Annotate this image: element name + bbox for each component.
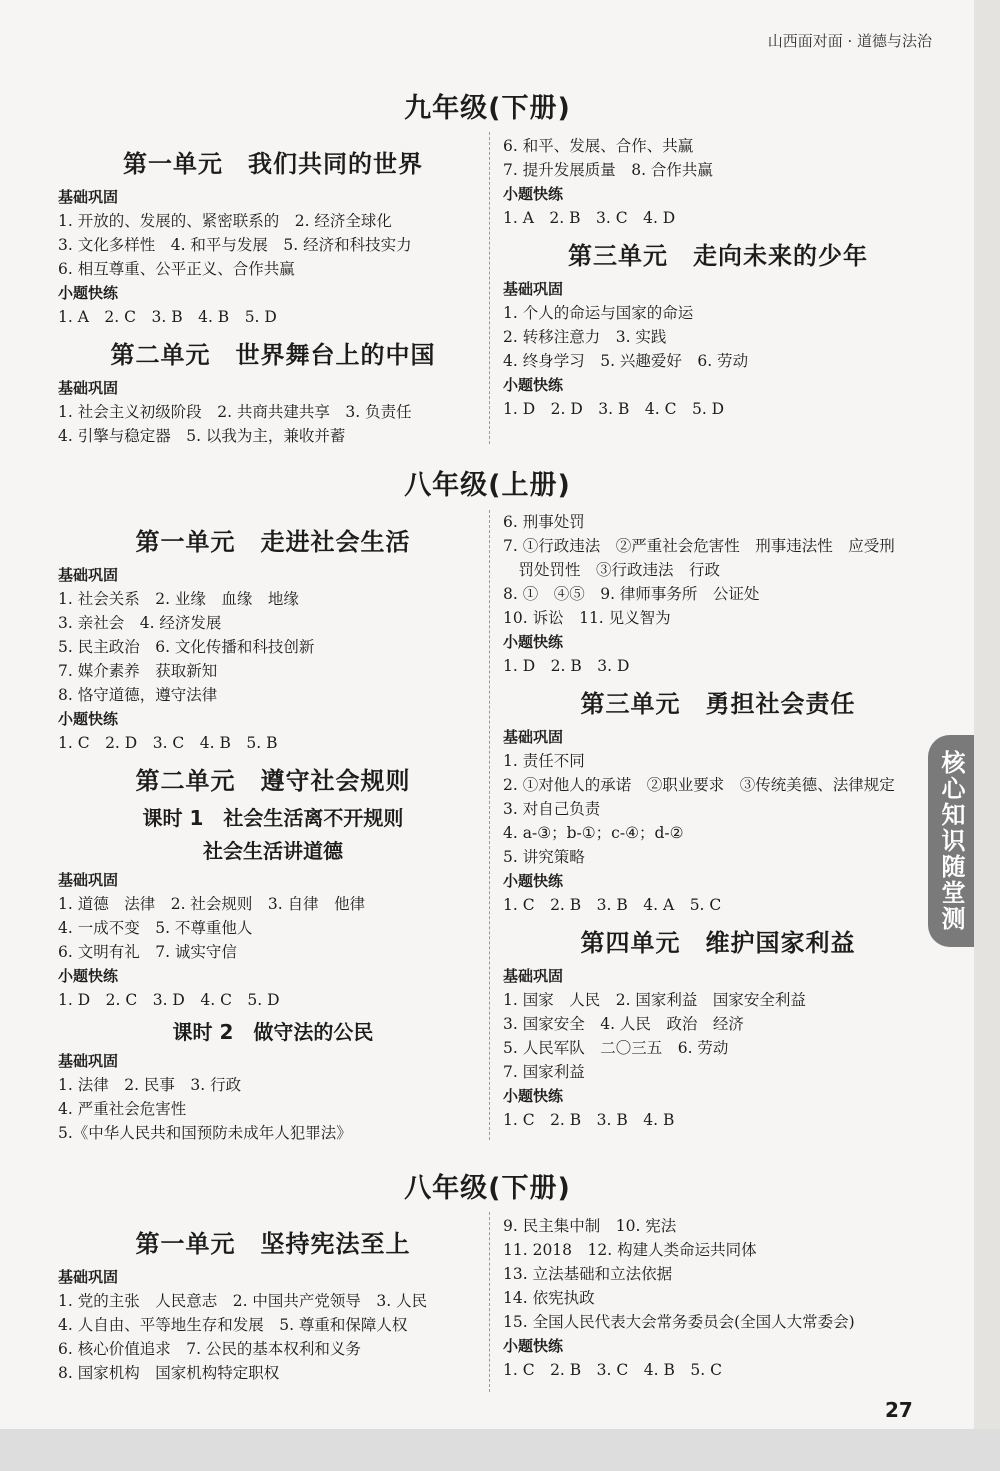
answer-line: 5. 人民军队 二〇三五 6. 劳动 [503,1039,729,1057]
unit-title: 第一单元 坚持宪法至上 [135,1230,411,1258]
answer-line: 1. 开放的、发展的、紧密联系的 2. 经济全球化 [58,212,392,230]
answer-line: 2. ①对他人的承诺 ②职业要求 ③传统美德、法律规定 [503,776,895,794]
answer-line: 8. 恪守道德，遵守法律 [58,686,218,704]
answer-line: 14. 依宪执政 [503,1289,595,1307]
answer-line: 4. 引擎与稳定器 5. 以我为主，兼收并蓄 [58,427,346,445]
section-label: 基础巩固 [58,1268,119,1286]
answer-line: 6. 和平、发展、合作、共赢 [503,137,694,155]
lesson-subtitle: 社会生活讲道德 [203,839,343,863]
unit-title: 第三单元 勇担社会责任 [580,690,856,718]
section-label: 小题快练 [503,1337,564,1355]
answer-line: 8. 国家机构 国家机构特定职权 [58,1364,280,1382]
answer-line: 1. D 2. D 3. B 4. C 5. D [503,400,725,418]
answer-line: 8. ① ④⑤ 9. 律师事务所 公证处 [503,585,760,603]
answer-line: 4. a-③；b-①；c-④；d-② [503,824,684,842]
answer-line: 11. 2018 12. 构建人类命运共同体 [503,1241,757,1259]
g8b-left-column [58,1218,488,1385]
answer-line: 5.《中华人民共和国预防未成年人犯罪法》 [58,1124,352,1142]
answer-line: 7. 媒介素养 获取新知 [58,662,218,680]
answer-line: 3. 对自己负责 [503,800,601,818]
lesson-title: 课时 1 社会生活离不开规则 [142,806,404,830]
answer-line: 1. 国家 人民 2. 国家利益 国家安全利益 [503,991,806,1009]
grade-title-8a: 八年级(上册) [404,470,571,501]
unit-title: 第四单元 维护国家利益 [580,929,856,957]
answer-line: 3. 亲社会 4. 经济发展 [58,614,222,632]
answer-line: 7. 提升发展质量 8. 合作共赢 [503,161,713,179]
section-label: 小题快练 [58,967,119,985]
answer-line: 1. C 2. D 3. C 4. B 5. B [58,734,278,752]
answer-line: 1. D 2. B 3. D [503,657,630,675]
running-header: 山西面对面 · 道德与法治 [767,32,932,50]
answer-line: 9. 民主集中制 10. 宪法 [503,1217,677,1235]
answer-line: 3. 国家安全 4. 人民 政治 经济 [503,1015,744,1033]
answer-line: 5. 民主政治 6. 文化传播和科技创新 [58,638,315,656]
answer-line: 1. 党的主张 人民意志 2. 中国共产党领导 3. 人民 [58,1292,428,1310]
answer-line: 1. A 2. C 3. B 4. B 5. D [58,308,277,326]
g8a-right-column [503,510,933,1132]
answer-line: 1. 社会关系 2. 业缘 血缘 地缘 [58,590,299,608]
column-divider [489,132,490,444]
answer-line: 7. 国家利益 [503,1063,585,1081]
answer-line: 1. 责任不同 [503,752,585,770]
answer-line: 6. 文明有礼 7. 诚实守信 [58,943,237,961]
bottom-band [0,1429,1000,1471]
answer-line: 1. 社会主义初级阶段 2. 共商共建共享 3. 负责任 [58,403,412,421]
section-label: 小题快练 [503,376,564,394]
answer-line: 4. 一成不变 5. 不尊重他人 [58,919,253,937]
unit-title: 第二单元 世界舞台上的中国 [110,341,436,369]
section-label: 小题快练 [503,185,564,203]
answer-line: 1. 个人的命运与国家的命运 [503,304,694,322]
answer-line: 罚处罚性 ③行政违法 行政 [503,561,721,579]
column-divider [489,510,490,1140]
answer-line: 1. 法律 2. 民事 3. 行政 [58,1076,242,1094]
answer-line: 5. 讲究策略 [503,848,585,866]
answer-line: 4. 终身学习 5. 兴趣爱好 6. 劳动 [503,352,749,370]
answer-line: 1. D 2. C 3. D 4. C 5. D [58,991,280,1009]
g9b-right-column [503,134,933,421]
answer-line: 1. 道德 法律 2. 社会规则 3. 自律 他律 [58,895,366,913]
section-label: 小题快练 [58,710,119,728]
answer-line: 1. A 2. B 3. C 4. D [503,209,676,227]
answer-line: 6. 相互尊重、公平正义、合作共赢 [58,260,295,278]
section-label: 基础巩固 [58,566,119,584]
section-label: 小题快练 [503,1087,564,1105]
section-label: 基础巩固 [58,379,119,397]
answer-line: 6. 刑事处罚 [503,513,585,531]
unit-title: 第二单元 遵守社会规则 [135,767,411,795]
side-tab: 核心知识随堂测 [928,735,974,947]
answer-line: 4. 人自由、平等地生存和发展 5. 尊重和保障人权 [58,1316,408,1334]
section-label: 小题快练 [503,633,564,651]
section-label: 基础巩固 [58,188,119,206]
answer-line: 15. 全国人民代表大会常务委员会(全国人大常委会) [503,1313,855,1331]
unit-title: 第三单元 走向未来的少年 [568,242,868,270]
answer-line: 1. C 2. B 3. C 4. B 5. C [503,1361,722,1379]
g8b-right-column [503,1214,933,1382]
grade-title-9b: 九年级(下册) [404,93,571,124]
unit-title: 第一单元 我们共同的世界 [123,150,423,178]
section-label: 基础巩固 [58,871,119,889]
lesson-title: 课时 2 做守法的公民 [172,1020,374,1044]
answer-line: 1. C 2. B 3. B 4. A 5. C [503,896,722,914]
answer-line: 13. 立法基础和立法依据 [503,1265,673,1283]
section-label: 小题快练 [58,284,119,302]
g9b-left-column [58,138,488,448]
answer-line: 6. 核心价值追求 7. 公民的基本权利和义务 [58,1340,361,1358]
answer-line: 4. 严重社会危害性 [58,1100,187,1118]
g8a-left-column [58,516,488,1145]
answer-line: 3. 文化多样性 4. 和平与发展 5. 经济和科技实力 [58,236,412,254]
section-label: 基础巩固 [503,280,564,298]
column-divider [489,1212,490,1392]
answer-line: 2. 转移注意力 3. 实践 [503,328,667,346]
section-label: 基础巩固 [503,967,564,985]
answer-line: 10. 诉讼 11. 见义智为 [503,609,671,627]
page-edge-strip [974,0,1000,1471]
grade-title-8b: 八年级(下册) [404,1173,571,1204]
section-label: 基础巩固 [503,728,564,746]
section-label: 小题快练 [503,872,564,890]
page-number: 27 [885,1398,913,1422]
answer-line: 1. C 2. B 3. B 4. B [503,1111,675,1129]
unit-title: 第一单元 走进社会生活 [135,528,411,556]
answer-line: 7. ①行政违法 ②严重社会危害性 刑事违法性 应受刑 [503,537,895,555]
section-label: 基础巩固 [58,1052,119,1070]
